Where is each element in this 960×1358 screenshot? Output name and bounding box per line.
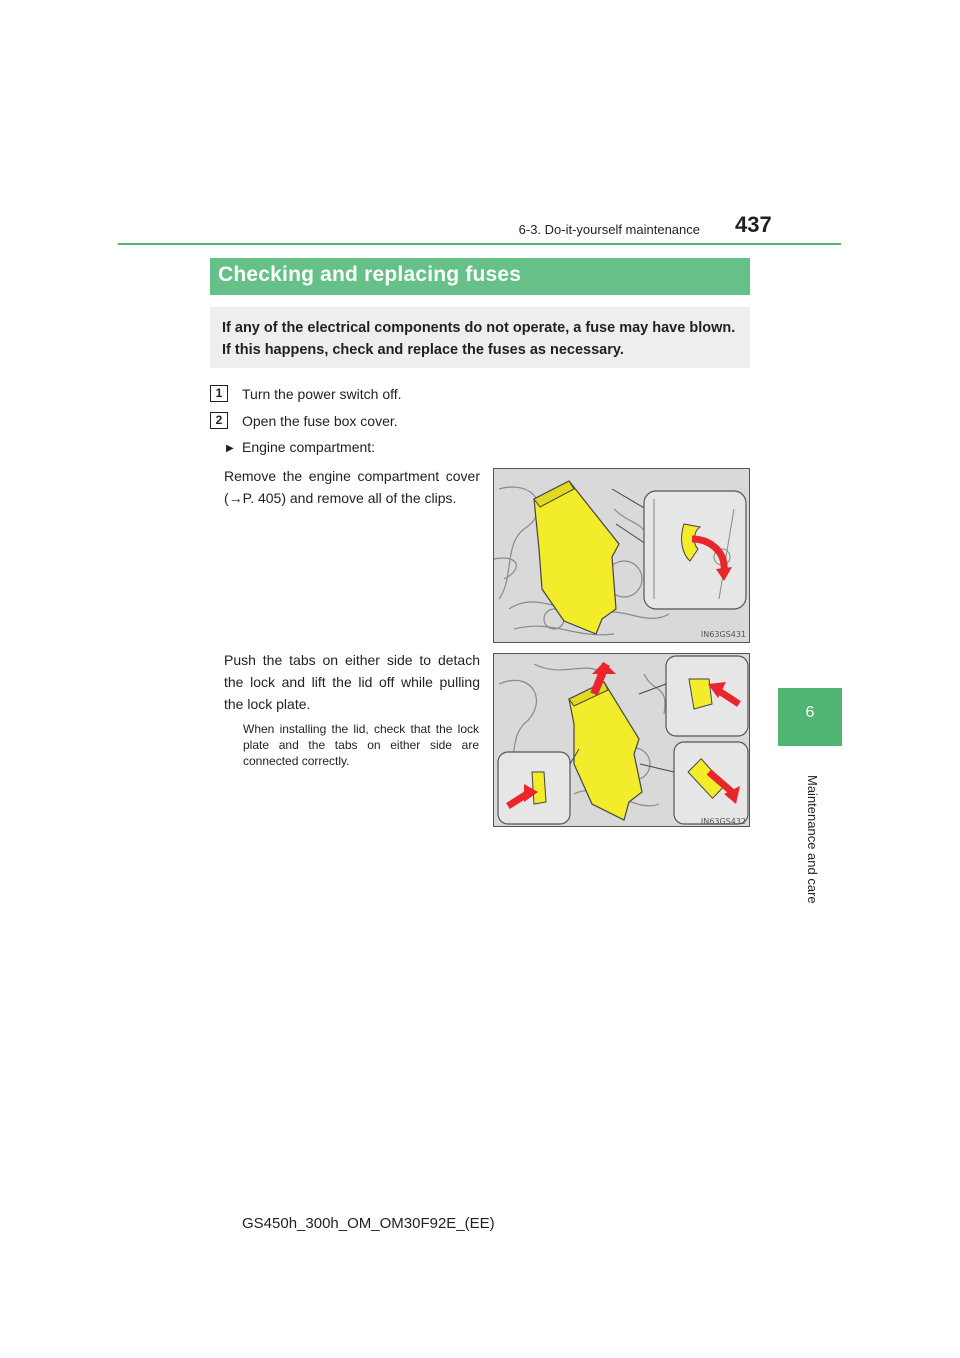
section-title: Checking and replacing fuses <box>218 263 522 286</box>
figure-1-code: IN63GS431 <box>700 630 746 639</box>
step-2-badge: 2 <box>210 412 228 429</box>
chapter-number: 6 <box>805 704 815 721</box>
bullet-triangle-icon: ▶ <box>226 443 234 454</box>
engine-illustration-1 <box>494 469 750 643</box>
installation-note: When installing the lid, check that the lock plate and the tabs on either side are connected correctly. <box>243 722 479 768</box>
header-rule <box>118 243 841 245</box>
intro-box <box>210 307 750 368</box>
header-section-title: 6-3. Do-it-yourself maintenance <box>518 222 700 237</box>
engine-illustration-2 <box>494 654 750 827</box>
step-1-text: Turn the power switch off. <box>242 386 402 402</box>
figure-engine-cover-clips <box>493 468 750 643</box>
step-2-text: Open the fuse box cover. <box>242 413 398 429</box>
engine-compartment-bullet: Engine compartment: <box>242 439 376 455</box>
section-title-bar <box>210 258 750 295</box>
instruction-detach-lock: Push the tabs on either side to detach the lock and lift the lid off while pulling the lock plate. <box>224 652 480 712</box>
step-1-badge: 1 <box>210 385 228 402</box>
intro-text: If any of the electrical components do not operate, a fuse may have blown. If this happens, check and replace the fuses as necessary. <box>222 320 736 358</box>
figure-2-code: IN63GS432 <box>700 817 746 826</box>
chapter-tab <box>778 688 842 746</box>
page-number: 437 <box>735 212 772 237</box>
figure-fuse-box-lid <box>493 653 750 827</box>
chapter-title: Maintenance and care <box>805 775 820 904</box>
instruction-remove-cover: Remove the engine compartment cover (→P. 405) and remove all of the clips. <box>224 468 480 506</box>
model-code-footer: GS450h_300h_OM_OM30F92E_(EE) <box>242 1215 495 1232</box>
